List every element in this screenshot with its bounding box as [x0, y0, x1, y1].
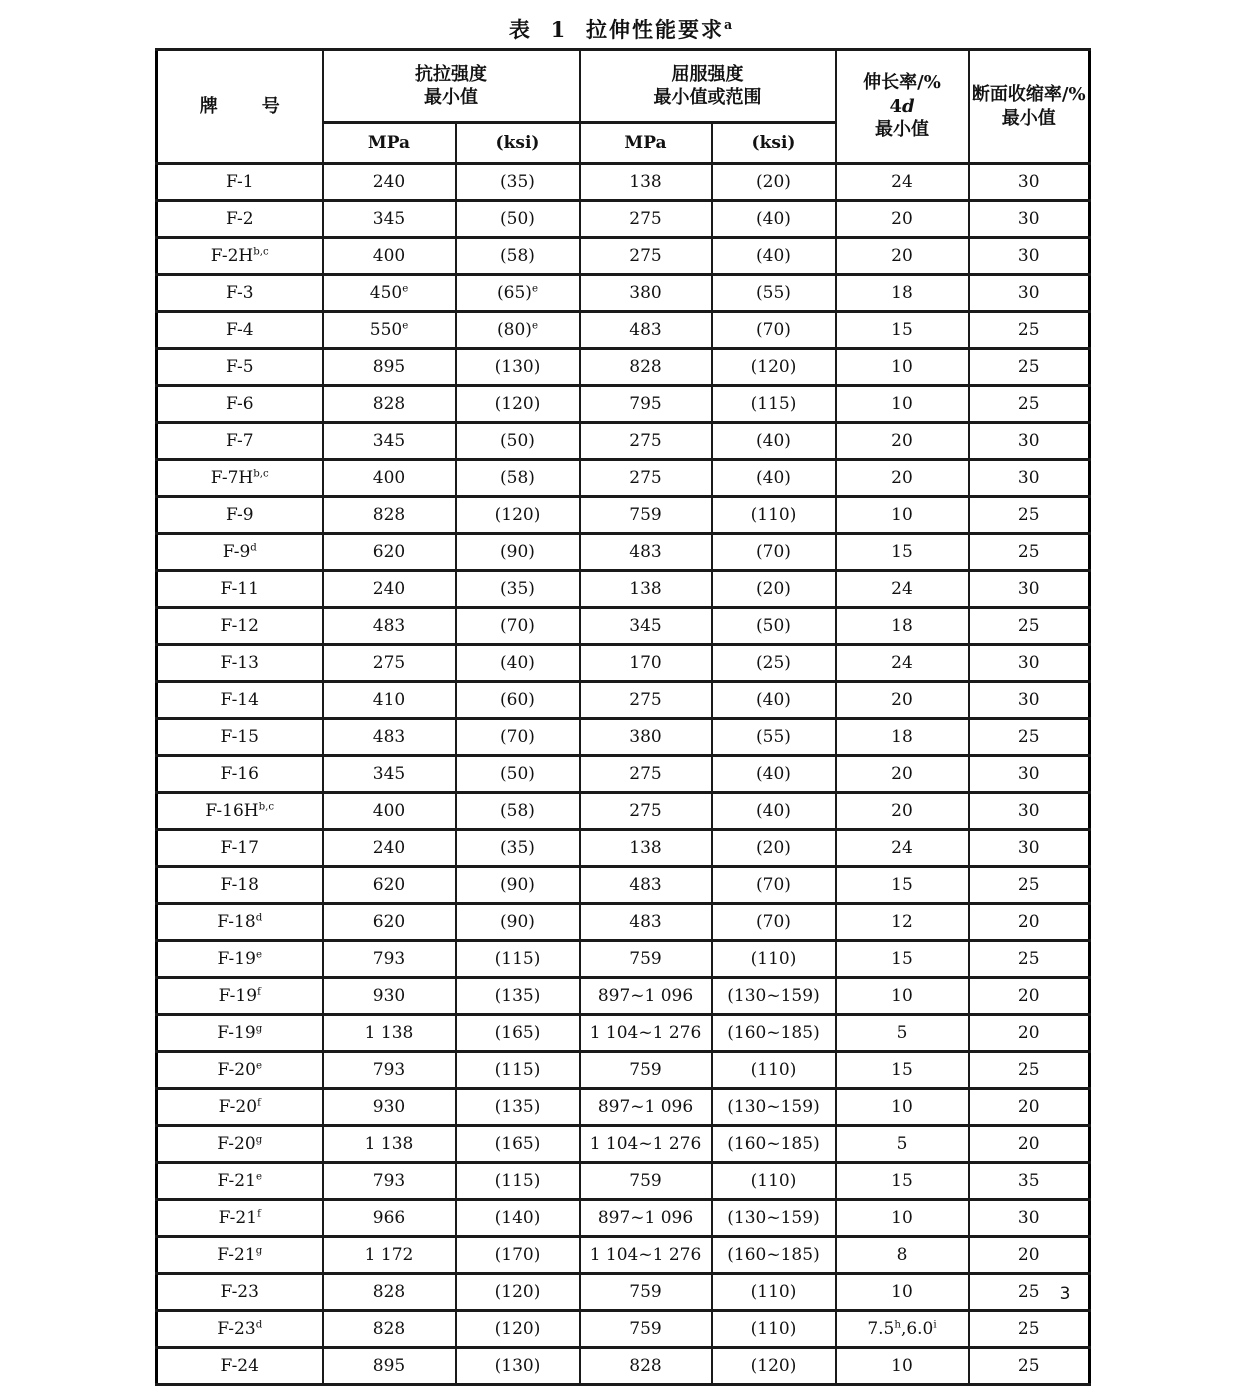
- cell-grade: F-6: [157, 386, 323, 423]
- cell-yield_ksi: (160~185): [712, 1015, 836, 1052]
- cell-reduction: 30: [969, 830, 1090, 867]
- col-header-elongation: [836, 50, 969, 164]
- cell-tensile_ksi: (90): [456, 534, 580, 571]
- cell-elongation: 15: [836, 941, 969, 978]
- table-row: [157, 386, 1090, 423]
- cell-tensile_mpa: 345: [323, 423, 456, 460]
- cell-yield_mpa: 345: [580, 608, 712, 645]
- cell-yield_mpa: 759: [580, 1163, 712, 1200]
- page-number: 3: [1059, 1284, 1071, 1304]
- cell-reduction: 25: [969, 1311, 1090, 1348]
- cell-elongation: 24: [836, 645, 969, 682]
- cell-reduction: 25: [969, 534, 1090, 571]
- table-row: [157, 867, 1090, 904]
- cell-yield_mpa: 759: [580, 497, 712, 534]
- cell-tensile_mpa: 345: [323, 201, 456, 238]
- cell-grade: F-18: [157, 867, 323, 904]
- cell-yield_ksi: (25): [712, 645, 836, 682]
- table-header: [157, 50, 1090, 164]
- cell-tensile_ksi: (60): [456, 682, 580, 719]
- tensile-requirements-table: [155, 48, 1091, 1386]
- cell-tensile_mpa: 1 138: [323, 1015, 456, 1052]
- table-row: [157, 201, 1090, 238]
- cell-elongation: 15: [836, 312, 969, 349]
- cell-grade: F-13: [157, 645, 323, 682]
- cell-tensile_ksi: (90): [456, 867, 580, 904]
- table-row: [157, 719, 1090, 756]
- cell-tensile_mpa: 1 138: [323, 1126, 456, 1163]
- cell-yield_mpa: 275: [580, 460, 712, 497]
- cell-reduction: 25: [969, 719, 1090, 756]
- table-row: [157, 497, 1090, 534]
- cell-yield_ksi: (110): [712, 1274, 836, 1311]
- cell-tensile_mpa: 400: [323, 460, 456, 497]
- cell-tensile_ksi: (130): [456, 1348, 580, 1385]
- cell-yield_mpa: 275: [580, 793, 712, 830]
- cell-tensile_mpa: 483: [323, 608, 456, 645]
- cell-reduction: 30: [969, 1200, 1090, 1237]
- cell-grade: F-24: [157, 1348, 323, 1385]
- cell-reduction: 30: [969, 645, 1090, 682]
- cell-elongation: 20: [836, 460, 969, 497]
- cell-tensile_ksi: (120): [456, 386, 580, 423]
- cell-grade: F-16: [157, 756, 323, 793]
- col-header-yield: [580, 50, 836, 123]
- cell-grade: $F-2H^{b,c}$: [157, 238, 323, 275]
- cell-yield_ksi: (20): [712, 571, 836, 608]
- cell-reduction: 20: [969, 978, 1090, 1015]
- table-row: [157, 1200, 1090, 1237]
- cell-reduction: 25: [969, 349, 1090, 386]
- cell-tensile_mpa: 400: [323, 238, 456, 275]
- cell-tensile_ksi: (58): [456, 793, 580, 830]
- cell-yield_mpa: 483: [580, 312, 712, 349]
- cell-elongation: 7.5$^h$,6.0$^i$: [836, 1311, 969, 1348]
- cell-yield_ksi: (120): [712, 1348, 836, 1385]
- cell-tensile_mpa: 1 172: [323, 1237, 456, 1274]
- cell-elongation: 20: [836, 793, 969, 830]
- cell-elongation: 15: [836, 1052, 969, 1089]
- cell-yield_mpa: 897~1 096: [580, 1089, 712, 1126]
- cell-yield_ksi: (40): [712, 682, 836, 719]
- col-header-grade: 牌 号: [157, 50, 323, 164]
- table-row: [157, 1052, 1090, 1089]
- cell-yield_mpa: 1 104~1 276: [580, 1126, 712, 1163]
- table-row: [157, 608, 1090, 645]
- cell-reduction: 30: [969, 571, 1090, 608]
- header-line: 抗拉强度: [415, 63, 487, 85]
- table-row: [157, 349, 1090, 386]
- cell-yield_ksi: (55): [712, 275, 836, 312]
- cell-elongation: 20: [836, 682, 969, 719]
- cell-elongation: 15: [836, 534, 969, 571]
- table-row: [157, 423, 1090, 460]
- cell-tensile_ksi: (130): [456, 349, 580, 386]
- cell-yield_ksi: (40): [712, 793, 836, 830]
- cell-reduction: 25: [969, 1348, 1090, 1385]
- cell-tensile_ksi: (140): [456, 1200, 580, 1237]
- cell-yield_mpa: 759: [580, 1311, 712, 1348]
- table-row: [157, 1311, 1090, 1348]
- cell-elongation: 15: [836, 867, 969, 904]
- cell-yield_mpa: 483: [580, 534, 712, 571]
- cell-yield_ksi: (20): [712, 164, 836, 201]
- cell-tensile_ksi: (35): [456, 164, 580, 201]
- cell-yield_ksi: (20): [712, 830, 836, 867]
- table-row: [157, 941, 1090, 978]
- cell-tensile_mpa: 275: [323, 645, 456, 682]
- cell-reduction: 30: [969, 423, 1090, 460]
- cell-tensile_ksi: (50): [456, 756, 580, 793]
- cell-reduction: 20: [969, 1015, 1090, 1052]
- cell-yield_mpa: 275: [580, 238, 712, 275]
- cell-yield_mpa: 897~1 096: [580, 978, 712, 1015]
- cell-tensile_mpa: 240: [323, 164, 456, 201]
- cell-yield_mpa: 897~1 096: [580, 1200, 712, 1237]
- cell-elongation: 5: [836, 1015, 969, 1052]
- cell-grade: F-3: [157, 275, 323, 312]
- cell-yield_mpa: 483: [580, 904, 712, 941]
- cell-reduction: 25: [969, 497, 1090, 534]
- cell-yield_mpa: 795: [580, 386, 712, 423]
- cell-reduction: 30: [969, 238, 1090, 275]
- cell-tensile_mpa: 793: [323, 941, 456, 978]
- table-row: [157, 460, 1090, 497]
- cell-yield_ksi: (70): [712, 904, 836, 941]
- cell-tensile_mpa: 483: [323, 719, 456, 756]
- cell-grade: F-21$^g$: [157, 1237, 323, 1274]
- cell-grade: F-20$^g$: [157, 1126, 323, 1163]
- header-line: 最小值: [875, 119, 929, 141]
- cell-yield_mpa: 759: [580, 1052, 712, 1089]
- cell-tensile_ksi: (170): [456, 1237, 580, 1274]
- cell-grade: F-17: [157, 830, 323, 867]
- cell-tensile_ksi: (115): [456, 941, 580, 978]
- table-body: [157, 164, 1090, 1385]
- cell-grade: F-12: [157, 608, 323, 645]
- cell-grade: F-18$^d$: [157, 904, 323, 941]
- cell-tensile_ksi: (120): [456, 1311, 580, 1348]
- header-line: 最小值或范围: [653, 87, 762, 108]
- col-header-tensile: [323, 50, 580, 123]
- cell-elongation: 18: [836, 275, 969, 312]
- cell-elongation: 20: [836, 423, 969, 460]
- cell-elongation: 8: [836, 1237, 969, 1274]
- subheader-yield-mpa: MPa: [580, 123, 712, 164]
- cell-reduction: 30: [969, 793, 1090, 830]
- cell-elongation: 10: [836, 386, 969, 423]
- cell-tensile_mpa: 895: [323, 1348, 456, 1385]
- cell-elongation: 18: [836, 719, 969, 756]
- cell-tensile_ksi: (165): [456, 1126, 580, 1163]
- cell-grade: F-19$^g$: [157, 1015, 323, 1052]
- cell-elongation: 10: [836, 497, 969, 534]
- table-row: [157, 682, 1090, 719]
- cell-reduction: 30: [969, 201, 1090, 238]
- cell-tensile_mpa: 793: [323, 1163, 456, 1200]
- cell-tensile_ksi: (115): [456, 1163, 580, 1200]
- cell-tensile_ksi: (50): [456, 201, 580, 238]
- cell-reduction: 30: [969, 682, 1090, 719]
- cell-yield_ksi: (160~185): [712, 1126, 836, 1163]
- header-line: 屈服强度: [671, 63, 744, 85]
- cell-yield_mpa: 138: [580, 571, 712, 608]
- cell-yield_ksi: (50): [712, 608, 836, 645]
- cell-yield_ksi: (110): [712, 497, 836, 534]
- cell-reduction: 20: [969, 904, 1090, 941]
- cell-yield_mpa: 1 104~1 276: [580, 1015, 712, 1052]
- cell-reduction: 35: [969, 1163, 1090, 1200]
- cell-grade: F-5: [157, 349, 323, 386]
- cell-tensile_ksi: (115): [456, 1052, 580, 1089]
- table-row: [157, 164, 1090, 201]
- cell-reduction: 25: [969, 1274, 1090, 1311]
- cell-yield_mpa: 380: [580, 275, 712, 312]
- cell-yield_mpa: 759: [580, 941, 712, 978]
- cell-tensile_mpa: 450e: [323, 275, 456, 312]
- cell-yield_mpa: 138: [580, 830, 712, 867]
- cell-grade: $F-16H^{b,c}$: [157, 793, 323, 830]
- cell-elongation: 20: [836, 238, 969, 275]
- cell-reduction: 25: [969, 941, 1090, 978]
- cell-tensile_ksi: (135): [456, 978, 580, 1015]
- cell-yield_ksi: (70): [712, 312, 836, 349]
- cell-yield_ksi: (55): [712, 719, 836, 756]
- cell-tensile_ksi: (70): [456, 608, 580, 645]
- cell-yield_mpa: 170: [580, 645, 712, 682]
- cell-reduction: 25: [969, 608, 1090, 645]
- table-row: [157, 793, 1090, 830]
- table-row: [157, 1237, 1090, 1274]
- cell-yield_ksi: (40): [712, 423, 836, 460]
- table-row: [157, 571, 1090, 608]
- cell-tensile_ksi: (35): [456, 830, 580, 867]
- cell-reduction: 25: [969, 312, 1090, 349]
- cell-tensile_mpa: 828: [323, 497, 456, 534]
- cell-yield_ksi: (110): [712, 1163, 836, 1200]
- cell-yield_ksi: (130~159): [712, 1089, 836, 1126]
- table-row: [157, 1348, 1090, 1385]
- cell-tensile_mpa: 345: [323, 756, 456, 793]
- cell-tensile_mpa: 620: [323, 904, 456, 941]
- cell-tensile_ksi: (35): [456, 571, 580, 608]
- cell-elongation: 24: [836, 571, 969, 608]
- cell-grade: F-9: [157, 497, 323, 534]
- cell-elongation: 18: [836, 608, 969, 645]
- cell-tensile_mpa: 793: [323, 1052, 456, 1089]
- cell-yield_ksi: (40): [712, 238, 836, 275]
- cell-yield_ksi: (70): [712, 867, 836, 904]
- cell-elongation: 5: [836, 1126, 969, 1163]
- cell-grade: F-9$^d$: [157, 534, 323, 571]
- cell-elongation: 20: [836, 756, 969, 793]
- cell-tensile_mpa: 930: [323, 978, 456, 1015]
- cell-tensile_ksi: (120): [456, 497, 580, 534]
- cell-reduction: 20: [969, 1237, 1090, 1274]
- table-row: [157, 645, 1090, 682]
- cell-tensile_ksi: (40): [456, 645, 580, 682]
- cell-grade: F-11: [157, 571, 323, 608]
- cell-reduction: 20: [969, 1089, 1090, 1126]
- cell-tensile_mpa: 895: [323, 349, 456, 386]
- cell-tensile_ksi: (50): [456, 423, 580, 460]
- cell-reduction: 30: [969, 756, 1090, 793]
- cell-yield_mpa: 138: [580, 164, 712, 201]
- cell-grade: F-21$^f$: [157, 1200, 323, 1237]
- header-line: 断面收缩率/%: [971, 84, 1086, 106]
- cell-tensile_mpa: 550e: [323, 312, 456, 349]
- cell-yield_mpa: 275: [580, 756, 712, 793]
- cell-reduction: 25: [969, 386, 1090, 423]
- cell-elongation: 10: [836, 1348, 969, 1385]
- cell-tensile_mpa: 400: [323, 793, 456, 830]
- cell-grade: F-19$^f$: [157, 978, 323, 1015]
- cell-reduction: 25: [969, 1052, 1090, 1089]
- cell-grade: F-15: [157, 719, 323, 756]
- cell-elongation: 15: [836, 1163, 969, 1200]
- cell-tensile_ksi: (70): [456, 719, 580, 756]
- cell-tensile_ksi: (58): [456, 460, 580, 497]
- cell-grade: F-21e: [157, 1163, 323, 1200]
- cell-grade: F-2: [157, 201, 323, 238]
- cell-yield_ksi: (70): [712, 534, 836, 571]
- cell-reduction: 20: [969, 1126, 1090, 1163]
- cell-yield_mpa: 1 104~1 276: [580, 1237, 712, 1274]
- cell-yield_ksi: (120): [712, 349, 836, 386]
- subheader-tensile-mpa: MPa: [323, 123, 456, 164]
- cell-yield_ksi: (130~159): [712, 978, 836, 1015]
- cell-tensile_ksi: (58): [456, 238, 580, 275]
- cell-yield_ksi: (115): [712, 386, 836, 423]
- table-row: [157, 1274, 1090, 1311]
- header-line: 4d: [889, 95, 915, 117]
- table-row: [157, 830, 1090, 867]
- page-title: 表 1 拉伸性能要求$^a$: [508, 17, 735, 42]
- cell-reduction: 25: [969, 867, 1090, 904]
- cell-tensile_mpa: 240: [323, 830, 456, 867]
- cell-tensile_ksi: (120): [456, 1274, 580, 1311]
- cell-yield_mpa: 275: [580, 201, 712, 238]
- cell-grade: F-4: [157, 312, 323, 349]
- cell-grade: F-19e: [157, 941, 323, 978]
- table-row: [157, 1089, 1090, 1126]
- cell-tensile_ksi: $(80)^e$: [456, 312, 580, 349]
- cell-reduction: 30: [969, 164, 1090, 201]
- cell-tensile_ksi: (90): [456, 904, 580, 941]
- cell-grade: $F-7H^{b,c}$: [157, 460, 323, 497]
- header-row-main: [157, 50, 1090, 123]
- table-row: [157, 534, 1090, 571]
- cell-tensile_mpa: 828: [323, 386, 456, 423]
- table-row: [157, 1015, 1090, 1052]
- cell-tensile_mpa: 828: [323, 1274, 456, 1311]
- cell-yield_mpa: 380: [580, 719, 712, 756]
- subheader-tensile-ksi: (ksi): [456, 123, 580, 164]
- cell-elongation: 12: [836, 904, 969, 941]
- cell-yield_ksi: (110): [712, 1052, 836, 1089]
- cell-grade: F-1: [157, 164, 323, 201]
- cell-tensile_mpa: 620: [323, 534, 456, 571]
- cell-elongation: 10: [836, 1274, 969, 1311]
- cell-yield_ksi: (130~159): [712, 1200, 836, 1237]
- cell-elongation: 20: [836, 201, 969, 238]
- col-header-reduction: [969, 50, 1090, 164]
- cell-tensile_mpa: 620: [323, 867, 456, 904]
- cell-elongation: 10: [836, 978, 969, 1015]
- cell-elongation: 24: [836, 830, 969, 867]
- cell-yield_ksi: (110): [712, 941, 836, 978]
- cell-tensile_mpa: 966: [323, 1200, 456, 1237]
- cell-yield_ksi: (40): [712, 460, 836, 497]
- table-row: [157, 312, 1090, 349]
- cell-grade: F-14: [157, 682, 323, 719]
- table-row: [157, 904, 1090, 941]
- cell-tensile_mpa: 930: [323, 1089, 456, 1126]
- cell-grade: F-23$^d$: [157, 1311, 323, 1348]
- cell-reduction: 30: [969, 460, 1090, 497]
- table-row: [157, 275, 1090, 312]
- cell-yield_mpa: 759: [580, 1274, 712, 1311]
- cell-grade: F-20$^f$: [157, 1089, 323, 1126]
- cell-yield_ksi: (160~185): [712, 1237, 836, 1274]
- cell-tensile_ksi: (135): [456, 1089, 580, 1126]
- cell-grade: F-7: [157, 423, 323, 460]
- cell-elongation: 10: [836, 349, 969, 386]
- table-row: [157, 756, 1090, 793]
- header-line: 最小值: [1001, 107, 1056, 129]
- table-row: [157, 978, 1090, 1015]
- table-row: [157, 1163, 1090, 1200]
- cell-yield_mpa: 828: [580, 1348, 712, 1385]
- cell-yield_ksi: (110): [712, 1311, 836, 1348]
- cell-yield_ksi: (40): [712, 201, 836, 238]
- header-line: 伸长率/%: [863, 72, 941, 94]
- cell-yield_mpa: 483: [580, 867, 712, 904]
- cell-grade: F-20e: [157, 1052, 323, 1089]
- header-line: 最小值: [424, 87, 478, 108]
- cell-yield_ksi: (40): [712, 756, 836, 793]
- cell-tensile_mpa: 410: [323, 682, 456, 719]
- cell-elongation: 10: [836, 1200, 969, 1237]
- cell-reduction: 30: [969, 275, 1090, 312]
- cell-grade: F-23: [157, 1274, 323, 1311]
- cell-elongation: 10: [836, 1089, 969, 1126]
- cell-tensile_mpa: 828: [323, 1311, 456, 1348]
- table-row: [157, 1126, 1090, 1163]
- cell-yield_mpa: 275: [580, 423, 712, 460]
- cell-yield_mpa: 828: [580, 349, 712, 386]
- cell-tensile_mpa: 240: [323, 571, 456, 608]
- cell-elongation: 24: [836, 164, 969, 201]
- cell-tensile_ksi: $(65)^e$: [456, 275, 580, 312]
- cell-yield_mpa: 275: [580, 682, 712, 719]
- table-row: [157, 238, 1090, 275]
- subheader-yield-ksi: (ksi): [712, 123, 836, 164]
- cell-tensile_ksi: (165): [456, 1015, 580, 1052]
